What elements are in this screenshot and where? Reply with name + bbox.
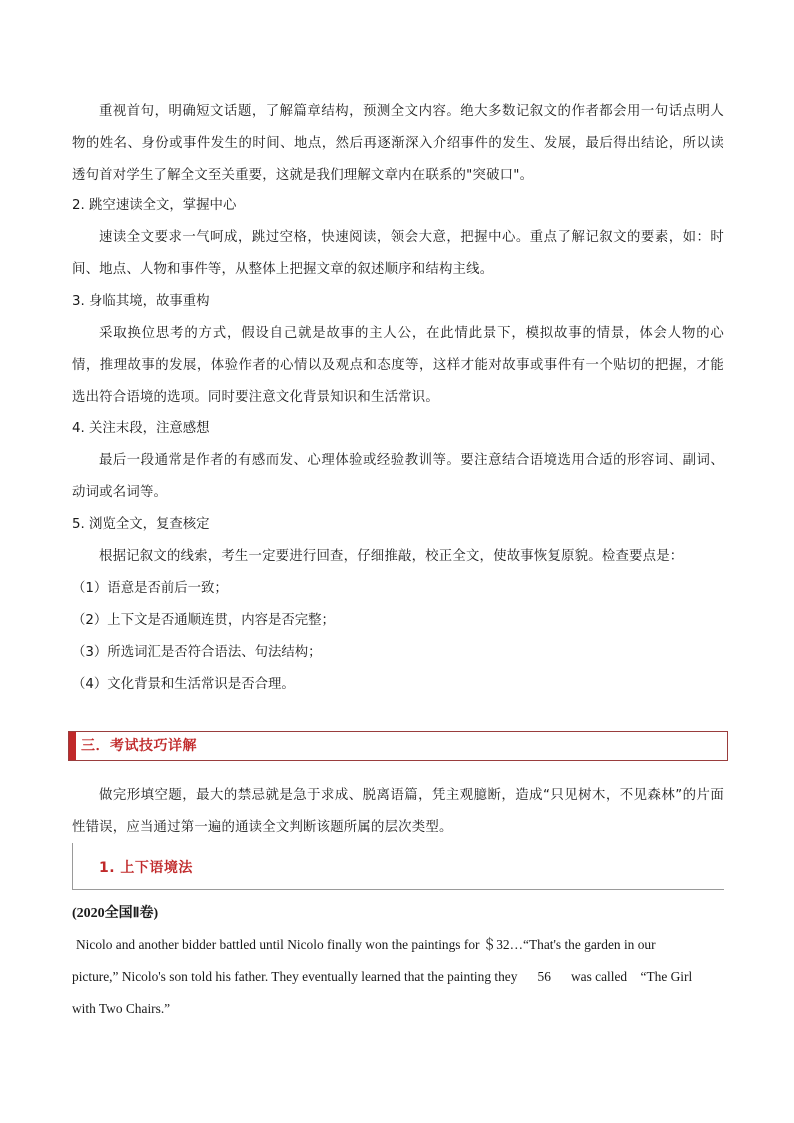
check-item-4: （4）文化背景和生活常识是否合理。 [72, 677, 295, 692]
example-line-1: Nicolo and another bidder battled until Nicolo finally won the paintings for ＄32…“That's the garden in our [76, 937, 656, 952]
section-accent-bar [69, 732, 76, 760]
check-item-2: （2）上下文是否通顺连贯，内容是否完整； [72, 613, 335, 628]
paragraph-3: 采取换位思考的方式，假设自己就是故事的主人公，在此情此景下，模拟故事的情景，体会人物的心情，推理故事的发展，体验作者的心情以及观点和态度等，这样才能对故事或事件有一个贴切的把握，才能选出符合语境的选项。同时要注意文化背景知识和生活常识。 [72, 326, 724, 405]
section-heading-box [68, 731, 728, 761]
heading-4: 4. 关注末段，注意感想 [72, 421, 210, 436]
section-title: 三．考试技巧详解 [81, 738, 197, 754]
example-line-2: picture,” Nicolo's son told his father. They eventually learned that the painting they 56 was called “The Girl [72, 969, 693, 984]
exam-source-label: (2020全国Ⅱ卷) [72, 906, 159, 921]
heading-5: 5. 浏览全文，复查核定 [72, 517, 210, 532]
intro-paragraph: 重视首句，明确短文话题，了解篇章结构，预测全文内容。绝大多数记叙文的作者都会用一句话点明人物的姓名、身份或事件发生的时间、地点，然后再逐渐深入介绍事件的发生、发展，最后得出结论，所以读透句首对学生了解全文至关重要，这就是我们理解文章内在联系的"突破口"。 [72, 104, 724, 183]
check-item-3: （3）所选词汇是否符合语法、句法结构； [72, 645, 322, 660]
heading-2: 2. 跳空速读全文，掌握中心 [72, 198, 237, 213]
section-intro-paragraph: 做完形填空题，最大的禁忌就是急于求成、脱离语篇，凭主观臆断，造成“只见树木，不见森林”的片面性错误，应当通过第一遍的通读全文判断该题所属的层次类型。 [72, 788, 724, 835]
heading-3: 3. 身临其境，故事重构 [72, 294, 210, 309]
subsection-title: 1. 上下语境法 [99, 860, 193, 876]
example-line-3: with Two Chairs.” [72, 1001, 171, 1016]
paragraph-5: 根据记叙文的线索，考生一定要进行回查，仔细推敲，校正全文，使故事恢复原貌。检查要点是： [99, 549, 684, 564]
check-item-1: （1）语意是否前后一致； [72, 581, 228, 596]
paragraph-2: 速读全文要求一气呵成，跳过空格，快速阅读，领会大意，把握中心。重点了解记叙文的要素，如：时间、地点、人物和事件等，从整体上把握文章的叙述顺序和结构主线。 [72, 230, 724, 277]
paragraph-4: 最后一段通常是作者的有感而发、心理体验或经验教训等。要注意结合语境选用合适的形容词、副词、动词或名词等。 [72, 453, 724, 500]
subsection-heading-box [72, 843, 724, 890]
